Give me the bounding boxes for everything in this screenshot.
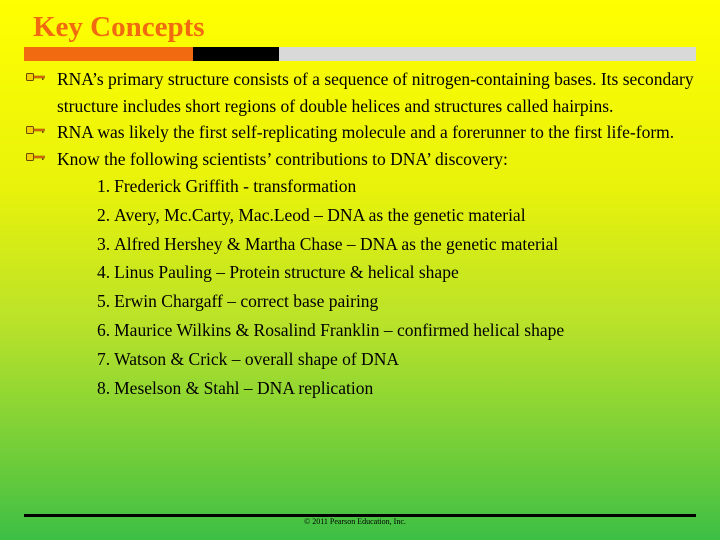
bar-segment-black bbox=[193, 47, 279, 61]
bar-segment-orange bbox=[24, 47, 193, 61]
list-item: 2. Avery, Mc.Carty, Mac.Leod – DNA as the genetic material bbox=[97, 204, 526, 225]
bullet-item bbox=[24, 66, 696, 119]
scientists-list bbox=[24, 172, 696, 402]
slide-title: Key Concepts bbox=[33, 11, 205, 43]
bullet-text: RNA was likely the first self-replicating molecule and a forerunner to the first life-form. bbox=[57, 122, 675, 142]
list-item: 4. Linus Pauling – Protein structure & helical shape bbox=[97, 262, 459, 283]
title-underline-bar bbox=[24, 47, 696, 61]
copyright-footer: © 2011 Pearson Education, Inc. bbox=[304, 517, 406, 526]
key-bullet-icon bbox=[26, 125, 46, 135]
key-bullet-icon bbox=[26, 72, 46, 82]
bullet-text: Know the following scientists’ contributions to DNA’ discovery: bbox=[57, 148, 508, 169]
list-item: 7. Watson & Crick – overall shape of DNA bbox=[97, 348, 399, 369]
list-item: 6. Maurice Wilkins & Rosalind Franklin – confirmed helical shape bbox=[97, 319, 565, 340]
list-item: 5. Erwin Chargaff – correct base pairing bbox=[97, 291, 379, 312]
bullet-item bbox=[24, 119, 696, 146]
bullet-text: RNA’s primary structure consists of a sequence of nitrogen-containing bases. Its secondary structure includes short regions of double helices and structures called hairpins. bbox=[57, 69, 694, 116]
key-bullet-icon bbox=[26, 152, 46, 162]
list-item: 8. Meselson & Stahl – DNA replication bbox=[97, 377, 374, 398]
list-item: 1. Frederick Griffith - transformation bbox=[97, 176, 357, 196]
bullet-item bbox=[24, 146, 696, 173]
list-item: 3. Alfred Hershey & Martha Chase – DNA as the genetic material bbox=[97, 233, 559, 254]
bar-segment-grey bbox=[279, 47, 696, 61]
slide-body bbox=[24, 66, 696, 402]
